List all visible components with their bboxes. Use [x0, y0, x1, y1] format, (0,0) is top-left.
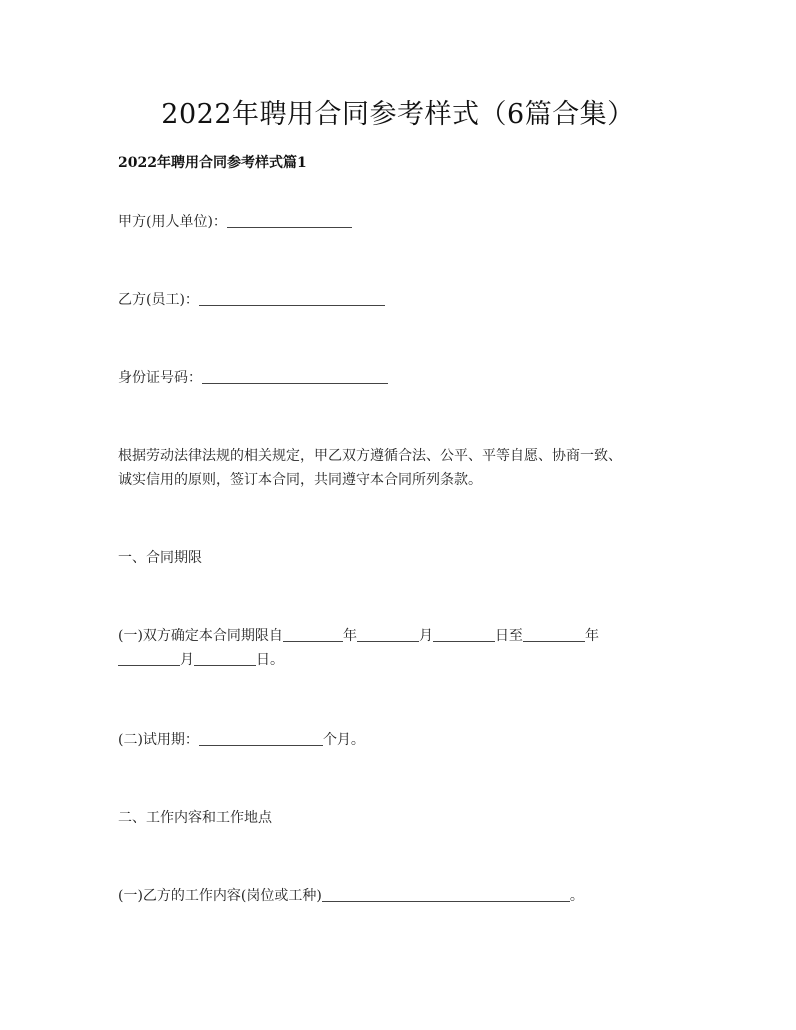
term-end-day-blank — [194, 649, 256, 666]
job-suffix: 。 — [569, 888, 584, 904]
id-number-label: 身份证号码： — [118, 370, 202, 386]
term-end-year-blank — [523, 625, 585, 642]
party-b-label: 乙方(员工)： — [118, 292, 199, 308]
term-start-day-blank — [433, 625, 495, 642]
intro-paragraph — [118, 444, 688, 492]
term-end-month-blank — [118, 649, 180, 666]
party-b-line — [118, 288, 385, 312]
probation-prefix: (二)试用期： — [118, 732, 199, 748]
term-start-year-blank — [283, 625, 343, 642]
probation-blank — [199, 729, 323, 746]
intro-line-2: 诚实信用的原则，签订本合同，共同遵守本合同所列条款。 — [118, 472, 482, 488]
intro-line-1: 根据劳动法律法规的相关规定，甲乙双方遵循合法、公平、平等自愿、协商一致、 — [118, 448, 622, 464]
job-prefix: (一)乙方的工作内容(岗位或工种) — [118, 888, 322, 904]
term-month2-label: 月 — [180, 652, 194, 668]
probation-suffix: 个月。 — [322, 732, 365, 748]
term-month-label: 月 — [418, 628, 433, 644]
job-content-blank — [322, 885, 570, 902]
party-b-blank — [199, 289, 385, 306]
contract-term-clause — [118, 624, 688, 672]
id-number-line — [118, 366, 388, 390]
probation-line — [118, 728, 365, 752]
term-prefix: (一)双方确定本合同期限自 — [118, 628, 283, 644]
contract-term-line-2 — [118, 648, 688, 672]
id-number-blank — [202, 367, 388, 384]
job-content-line — [118, 884, 584, 908]
section-title: 2022年聘用合同参考样式篇1 — [118, 155, 307, 171]
term-year2-label: 年 — [584, 628, 599, 644]
party-a-blank — [227, 211, 352, 228]
party-a-label: 甲方(用人单位)： — [118, 214, 227, 230]
party-a-line — [118, 210, 352, 234]
term-day2-label: 日。 — [256, 652, 284, 668]
term-day-to-label: 日至 — [494, 628, 523, 644]
contract-term-line-1 — [118, 624, 688, 648]
term-year-label: 年 — [342, 628, 357, 644]
section-1-heading: 一、合同期限 — [118, 550, 202, 566]
document-title: 2022年聘用合同参考样式（6篇合集） — [161, 99, 635, 130]
term-start-month-blank — [357, 625, 419, 642]
section-2-heading: 二、工作内容和工作地点 — [118, 810, 272, 826]
